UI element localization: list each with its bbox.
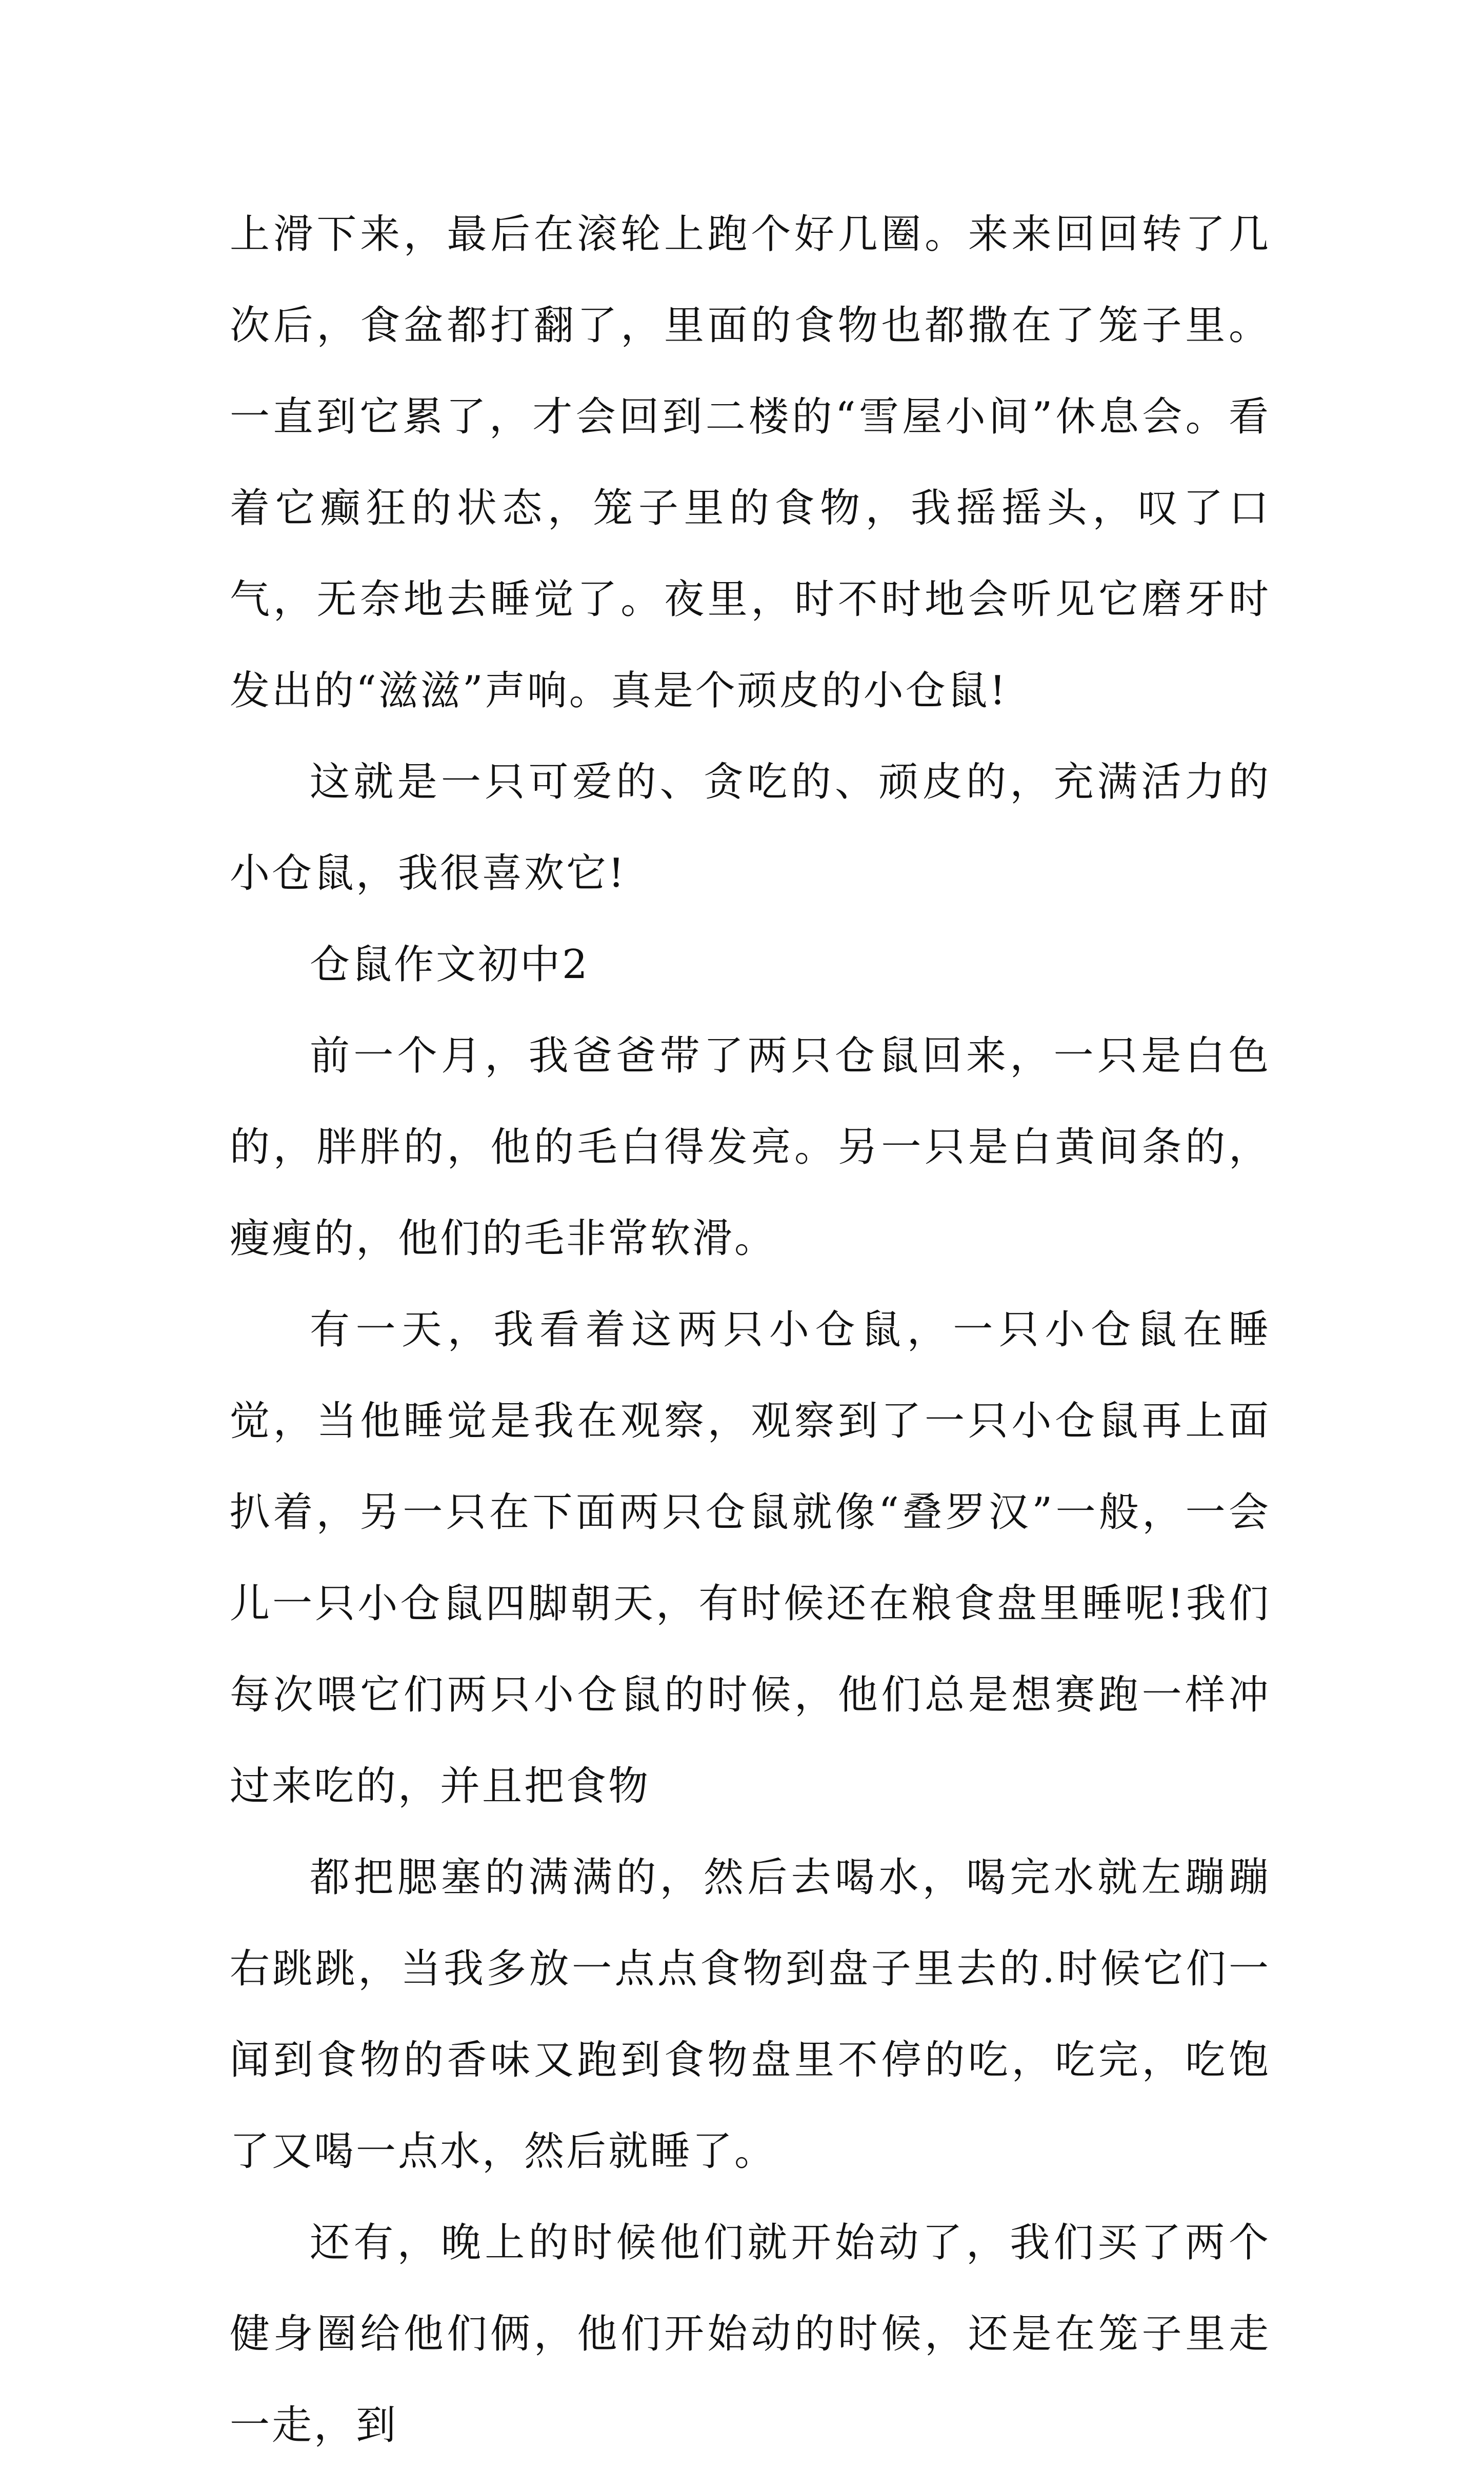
paragraph: 都把腮塞的满满的，然后去喝水，喝完水就左蹦蹦右跳跳，当我多放一点点食物到盘子里去的.时候它们一闻到食物的香味又跑到食物盘里不停的吃，吃完，吃饱了又喝一点水，然后就睡了。: [230, 1855, 1271, 2175]
paragraph-conclusion: 这就是一只可爱的、贪吃的、顽皮的，充满活力的小仓鼠，我很喜欢它!: [230, 759, 1271, 896]
paragraph: 有一天，我看着这两只小仓鼠，一只小仓鼠在睡觉，当他睡觉是我在观察，观察到了一只小仓鼠再上面扒着，另一只在下面两只仓鼠就像“叠罗汉”一般，一会儿一只小仓鼠四脚朝天，有时候还在粮食盘里睡呢!我们每次喂它们两只小仓鼠的时候，他们总是想赛跑一样冲过来吃的，并且把食物: [230, 1307, 1271, 1809]
document-body: [230, 189, 1271, 2471]
paragraph: 前一个月，我爸爸带了两只仓鼠回来，一只是白色的，胖胖的，他的毛白得发亮。另一只是白黄间条的，瘦瘦的，他们的毛非常软滑。: [230, 1033, 1271, 1262]
paragraph-continued: 上滑下来，最后在滚轮上跑个好几圈。来来回回转了几次后，食盆都打翻了，里面的食物也都撒在了笼子里。一直到它累了，才会回到二楼的“雪屋小间”休息会。看着它癫狂的状态，笼子里的食物，我摇摇头，叹了口气，无奈地去睡觉了。夜里，时不时地会听见它磨牙时发出的“滋滋”声响。真是个顽皮的小仓鼠!: [230, 211, 1271, 714]
essay-title: 仓鼠作文初中2: [310, 942, 590, 988]
paragraph: 还有，晚上的时候他们就开始动了，我们买了两个健身圈给他们俩，他们开始动的时候，还是在笼子里走一走，到: [230, 2220, 1271, 2448]
